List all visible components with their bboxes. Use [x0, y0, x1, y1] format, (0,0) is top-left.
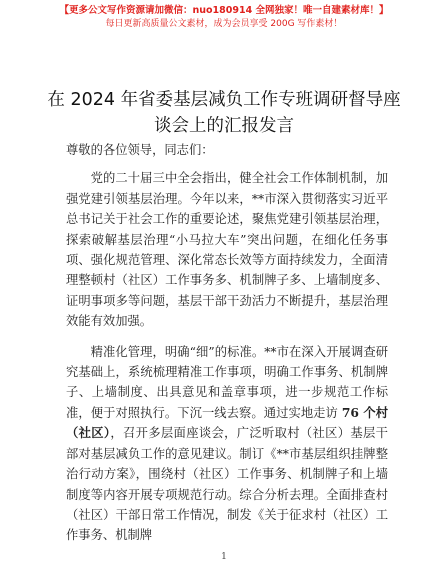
paragraph-2	[66, 342, 388, 546]
paragraph-2-text-a: 精准化管理，明确“细”的标准。**市在深入开展调查研究基础上，系统梳理精准工作事项，明确工作事务、机制牌子、上墙制度、出具意见和盖章事项，进一步规范工作标准，便于对照执行。下沉一线去察。通过实地走访	[66, 344, 388, 420]
page-number: 1	[221, 552, 227, 562]
paragraph-2-text-b: ，召开多层面座谈会，广泛听取村（社区）基层干部对基层减负工作的意见建议。制订《**市基层组织挂牌整治行动方案》，围绕村（社区）工作事务、机制牌子和上墙制度等内容开展专项规范行动。综合分析去理。全面排查村（社区）干部日常工作情况，制发《关于征求村（社区）工作事务、机制牌	[66, 426, 388, 543]
promo-banner	[0, 4, 448, 31]
document-title: 在 2024 年省委基层减负工作专班调研督导座谈会上的汇报发言	[47, 90, 401, 136]
document-body	[66, 140, 388, 546]
banner-line-1: 【更多公文写作资源请加微信：nuo180914 全网独家！唯一自建素材库！】	[59, 5, 389, 16]
paragraph-1: 党的二十届三中全会指出，健全社会工作体制机制，加强党建引领基层治理。今年以来，**市深入贯彻落实习近平总书记关于社会工作的重要论述，聚焦党建引领基层治理，探索破解基层治理“小马拉大车”突出问题，在细化任务事项、强化规范管理、深化常态长效等方面持续发力，全面清理整顿村（社区）工作事务多、机制牌子多、上墙制度多、证明事项多等问题，基层干部干劲活力不断提升，基层治理效能有效加强。	[66, 171, 388, 329]
salutation: 尊敬的各位领导，同志们：	[66, 143, 214, 157]
banner-line-2: 每日更新高质量公文素材，成为会员享受 200G 写作素材！	[105, 19, 343, 29]
paragraph-2-highlight: 76 个村（社区）	[66, 404, 388, 441]
